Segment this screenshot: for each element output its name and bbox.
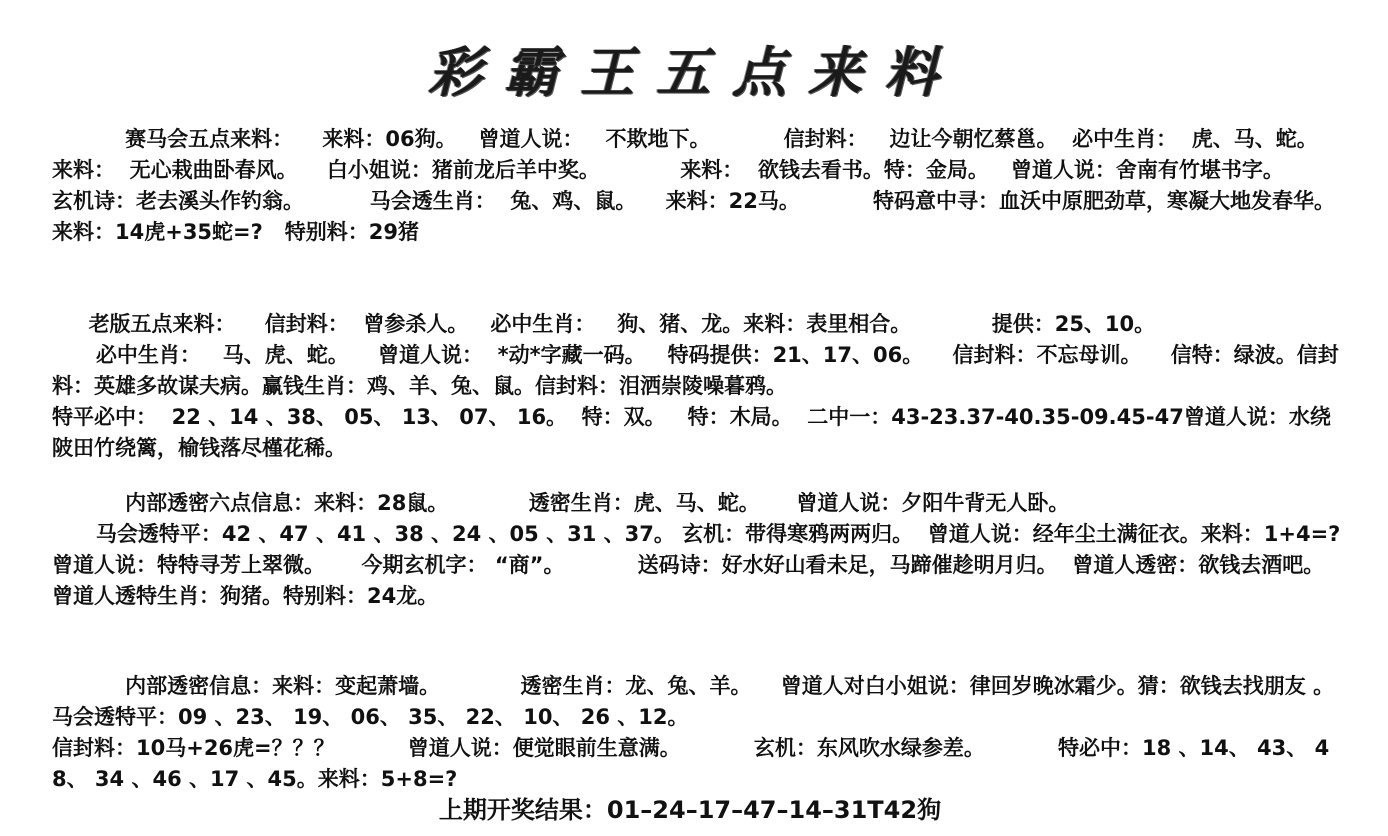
info-block-2: 老版五点来料： 信封料： 曾参杀人。 必中生肖： 狗、猪、龙。来料：表里相合。 提供：25、10。 必中生肖： 马、虎、蛇。 曾道人说： *动*字藏一码。 特码提供：21、17、06。 信封料：不忘母训。 信特：绿波。信封料：英雄多故谋夫病。赢钱生肖：鸡、羊、兔、鼠。信封料：泪洒崇陵噪暮鸦。 特平必中： 22 、14 、38、 05、 13、 07、 16。 特：双。 特：木局。 二中一：43-23.37-40.35-09.45-47曾道人说：水绕陂田竹绕篱，榆钱落尽槿花稀。: [52, 312, 1339, 460]
last-draw-result: [0, 790, 1388, 825]
info-block-3: 内部透密六点信息：来料：28鼠。 透密生肖：虎、马、蛇。 曾道人说：夕阳牛背无人卧。 马会透特平：42 、47 、41 、38 、24 、05 、31 、37。 玄机：带得寒鸦两两归。 曾道人说：经年尘土满征衣。来料：1+4=? 曾道人说：特特寻芳上翠微。 今期玄机字： “商”。 送码诗：好水好山看未足，马蹄催趁明月归。 曾道人透密：欲钱去酒吧。 曾道人透特生肖：狗猪。特别料：24龙。: [52, 491, 1341, 608]
info-block-1: 赛马会五点来料： 来料：06狗。 曾道人说： 不欺地下。 信封料： 边让今朝忆蔡邕。 必中生肖： 虎、马、蛇。 来料： 无心栽曲卧春风。 白小姐说：猪前龙后羊中奖。 来料： 欲钱去看书。特：金局。 曾道人说：舍南有竹堪书字。 玄机诗：老去溪头作钓翁。 马会透生肖： 兔、鸡、鼠。 来料：22马。 特码意中寻：血沃中原肥劲草，寒凝大地发春华。 来料：14虎+35蛇=? 特别料：29猪: [52, 127, 1350, 244]
page-title: 彩霸王五点来料: [428, 40, 960, 104]
last-draw-result-text: 上期开奖结果：01–24–17–47–14–31T42狗: [438, 796, 942, 824]
info-block-4: 内部透密信息：来料：变起萧墙。 透密生肖：龙、兔、羊。 曾道人对白小姐说：律回岁晚冰霜少。猜：欲钱去找朋友 。马会透特平：09 、23、 19、 06、 35、 22、 10、 26 、12。 信封料：10马+26虎=？？？ 曾道人说：便觉眼前生意满。 玄机：东风吹水绿参差。 特必中：18 、14、 43、 48、 34 、46 、17 、45。来料：5+8=?: [52, 674, 1335, 791]
